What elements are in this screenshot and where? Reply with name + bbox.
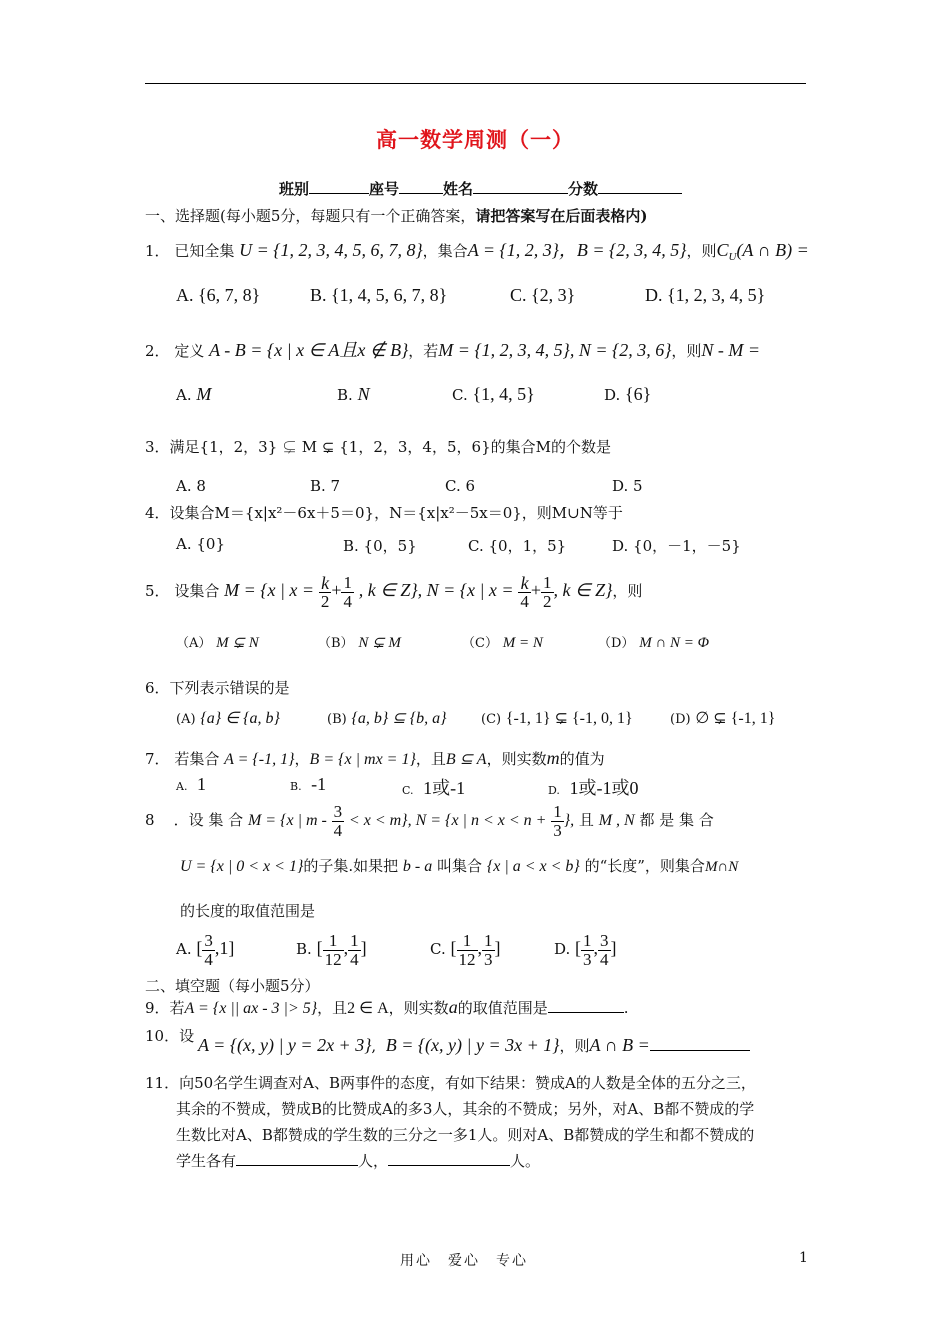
q2-option-c[interactable]: C. {1, 4, 5}: [452, 384, 535, 404]
q7-set-a: A = {-1, 1}: [224, 751, 295, 768]
q7-option-a[interactable]: A. 1: [176, 774, 206, 794]
q9-variable: a: [448, 997, 458, 1017]
q9-answer-blank[interactable]: [548, 998, 624, 1013]
q8-length-expr: b - a: [402, 858, 433, 875]
q3-option-d[interactable]: D. 5: [612, 477, 643, 495]
q2-text: ，则: [671, 342, 702, 360]
seat-blank[interactable]: [399, 179, 443, 194]
section2-heading: 二、填空题（每小题5分）: [145, 977, 320, 995]
q11-text: 学生各有: [176, 1152, 237, 1170]
q5-set-n-end: , k ∈ Z}: [553, 580, 613, 600]
q8-intersection: M∩N: [704, 859, 739, 875]
q6-option-a[interactable]: (A) {a} ∈ {a, b}: [176, 710, 280, 727]
q9-set-a: A = {x || ax - 3 |> 5}: [184, 1000, 318, 1017]
question-5: 5． 设集合 M = {x | x = $\frac{k}{2}$ + $\frac{1}{4}$ , k ∈ Z}, N = {x | x = $\frac{k}{4}$ + $\frac{1}{2}$ , k ∈ Z}，则: [145, 572, 643, 611]
question-1: [145, 236, 809, 263]
q9-condition: 2 ∈ A: [347, 1000, 389, 1017]
page-number: 1: [799, 1250, 808, 1266]
q4-option-c[interactable]: C. {0，1，5}: [468, 537, 567, 555]
q2-text: ，若: [408, 342, 439, 360]
q1-text: 已知全集: [174, 242, 235, 260]
q5-set-m: M = {x | x =: [224, 580, 315, 600]
q3-option-c[interactable]: C. 6: [445, 477, 476, 495]
question-6: 6．下列表示错误的是: [145, 679, 290, 697]
page-title: 高一数学周测（一）: [376, 127, 574, 152]
q1-text: ，则: [686, 242, 717, 260]
q8-interval-set: {x | a < x < b}: [486, 858, 580, 875]
q10-text: ，则: [559, 1037, 590, 1055]
q8-fraction: $\frac{1}{3}$: [553, 801, 562, 840]
q7-condition: B ⊆ A: [445, 751, 487, 768]
q9-text: ，且: [317, 999, 348, 1017]
q7-text: ，: [294, 750, 310, 768]
q3-option-a[interactable]: A. 8: [176, 477, 206, 495]
section1-heading-bold: 请把答案写在后面表格内): [475, 207, 648, 225]
q7-variable: m: [546, 748, 560, 768]
q7-number: 7．: [145, 750, 170, 768]
q8-option-d[interactable]: D. [ $\frac{1}{3}$ , $\frac{3}{4}$ ]: [554, 930, 617, 969]
score-blank[interactable]: [598, 179, 682, 194]
section1-heading: [145, 205, 648, 226]
q3-option-b[interactable]: B. 7: [310, 477, 341, 495]
q2-number: 2．: [145, 342, 170, 360]
q2-option-a[interactable]: A. M: [176, 384, 212, 404]
q8-text: 的子集.如果把: [303, 857, 399, 875]
q5-text: ，则: [612, 582, 643, 600]
q7-text: 若集合: [174, 750, 220, 768]
q6-option-b[interactable]: (B) {a, b} ⊆ {b, a}: [327, 710, 447, 727]
q8-number: 8: [145, 811, 155, 829]
question-2: [145, 336, 760, 362]
header-rule: [145, 83, 806, 84]
q11-answer-blank-2[interactable]: [388, 1151, 510, 1166]
q8-text: 的“长度”，则集合: [584, 857, 705, 875]
q1-expression: (A ∩ B) =: [736, 240, 809, 260]
q2-set-n: , N = {2, 3, 6}: [569, 340, 672, 360]
q5-fraction: $\frac{1}{4}$: [343, 572, 352, 611]
q1-option-a[interactable]: A. {6, 7, 8}: [176, 285, 261, 305]
question-8-line2: [180, 855, 738, 876]
q2-set-m: M = {1, 2, 3, 4, 5}: [438, 340, 570, 360]
q10-set-a: A = {(x, y) | y = 2x + 3}: [198, 1035, 372, 1055]
student-info-line: [279, 178, 682, 199]
q4-option-d[interactable]: D. {0，－1，－5}: [612, 537, 741, 555]
q5-option-c[interactable]: （C） M = N: [462, 635, 543, 651]
q8-set-n-end: },: [563, 812, 575, 829]
q8-option-a[interactable]: A. [ $\frac{3}{4}$ ,1]: [176, 930, 235, 969]
q9-period: .: [623, 999, 629, 1017]
class-blank[interactable]: [309, 179, 369, 194]
q7-option-c[interactable]: C. 1或-1: [402, 778, 466, 798]
q8-sets: M , N: [598, 812, 635, 829]
q8-set-n: < x < m}, N = {x | n < x < n +: [348, 812, 547, 829]
q7-option-b[interactable]: B. -1: [290, 774, 327, 794]
question-9: [145, 997, 628, 1018]
score-label: 分数: [568, 180, 599, 198]
question-3: 3．满足{1，2，3} ⊊ M ⊊ {1，2，3，4，5，6}的集合M的个数是: [145, 438, 611, 456]
q8-fraction: $\frac{3}{4}$: [333, 801, 343, 840]
q1-text: ，集合: [422, 242, 468, 260]
q11-text: 人，: [358, 1152, 389, 1170]
question-7: [145, 748, 605, 769]
q1-number: 1．: [145, 242, 170, 260]
name-blank[interactable]: [473, 179, 568, 194]
class-label: 班别: [279, 180, 310, 198]
question-4: 4．设集合M＝{x|x²－6x＋5＝0}，N＝{x|x²－5x＝0}，则M∪N等于: [145, 504, 623, 522]
question-10: A = {(x, y) | y = 2x + 3}, B = {(x, y) | y = 3x + 1}，则A ∩ B =: [198, 1035, 750, 1056]
q1-universal-set: U = {1, 2, 3, 4, 5, 6, 7, 8}: [239, 240, 423, 260]
q4-option-b[interactable]: B. {0，5}: [343, 537, 417, 555]
question-8-line3: 的长度的取值范围是: [180, 902, 316, 920]
q2-option-d[interactable]: D. {6}: [604, 384, 652, 404]
q7-text: ，则实数: [486, 750, 547, 768]
q8-option-b[interactable]: B. [ $\frac{1}{12}$ , $\frac{1}{4}$ ]: [296, 930, 367, 969]
q11-text: 人。: [510, 1152, 541, 1170]
q2-option-b[interactable]: B. N: [337, 384, 370, 404]
q8-text: 叫集合: [437, 857, 483, 875]
q5-option-b[interactable]: （B） N ⊊ M: [318, 635, 401, 651]
q5-number: 5．: [145, 582, 170, 600]
q7-text: 的值为: [559, 750, 605, 768]
q7-option-d[interactable]: D. 1或-1或0: [548, 778, 639, 798]
q5-text: 设集合: [174, 582, 220, 600]
q8-text: 且: [578, 811, 594, 829]
section1-heading-text: 一、选择题(每小题5分，每题只有一个正确答案，: [145, 207, 476, 225]
question-11-line4: [176, 1150, 540, 1171]
q9-text: 的取值范围是: [457, 999, 548, 1017]
q1-complement-sub: U: [728, 251, 737, 263]
q10-set-b: B = {(x, y) | y = 3x + 1}: [385, 1035, 560, 1055]
q8-option-c[interactable]: C. [ $\frac{1}{12}$ , $\frac{1}{3}$ ]: [430, 930, 501, 969]
q6-option-d[interactable]: (D) ∅ ⊊ {-1, 1}: [670, 710, 776, 727]
q5-fraction: $\frac{k}{4}$: [520, 572, 529, 611]
q1-option-d[interactable]: D. {1, 2, 3, 4, 5}: [645, 285, 766, 305]
q10-expression: A ∩ B =: [589, 1035, 650, 1055]
q5-option-a[interactable]: （A） M ⊊ N: [176, 635, 259, 651]
q11-answer-blank-1[interactable]: [236, 1151, 358, 1166]
question-8: [145, 800, 714, 841]
q7-text: ，且: [415, 750, 446, 768]
q2-expression: N - M =: [701, 340, 761, 360]
q1-option-b[interactable]: B. {1, 4, 5, 6, 7, 8}: [310, 285, 448, 305]
q5-set-n: , k ∈ Z}, N = {x | x =: [358, 580, 514, 600]
question-11-line1: 11．向50名学生调查对A、B两事件的态度，有如下结果：赞成A的人数是全体的五分之三，: [145, 1074, 756, 1092]
q8-text: 都 是 集 合: [639, 811, 714, 829]
q10-answer-blank[interactable]: [650, 1036, 750, 1051]
q5-fraction: $\frac{1}{2}$: [543, 572, 552, 611]
q8-set-u: U = {x | 0 < x < 1}: [180, 858, 304, 875]
q1-complement: C: [716, 240, 729, 260]
q1-set-a: A = {1, 2, 3}: [467, 240, 559, 260]
question-10-number: 10．设: [145, 1027, 195, 1045]
footer-slogan: 用心 爱心 专心: [400, 1253, 528, 1269]
q1-set-b: ，B = {2, 3, 4, 5}: [558, 240, 687, 260]
q8-set-m: M = {x | m -: [247, 812, 327, 829]
name-label: 姓名: [443, 180, 474, 198]
question-11-line3: 生数比对A、B都赞成的学生数的三分之一多1人。则对A、B都赞成的学生和都不赞成的: [176, 1126, 755, 1144]
question-11-line2: 其余的不赞成，赞成B的比赞成A的多3人，其余的不赞成；另外，对A、B都不赞成的学: [176, 1100, 755, 1118]
q7-set-b: B = {x | mx = 1}: [309, 751, 416, 768]
q9-text: ，则实数: [388, 999, 449, 1017]
q6-option-c[interactable]: (C) {-1, 1} ⊊ {-1, 0, 1}: [481, 710, 633, 727]
q1-option-c[interactable]: C. {2, 3}: [510, 285, 576, 305]
q4-option-a[interactable]: A. {0}: [176, 535, 225, 553]
q2-definition: A - B = {x | x ∈ A且x ∉ B}: [209, 340, 409, 360]
q5-fraction: $\frac{k}{2}$: [320, 572, 330, 611]
seat-label: 座号: [369, 180, 400, 198]
q9-text: 9．若: [145, 999, 185, 1017]
q5-option-d[interactable]: （D） M ∩ N = Φ: [598, 635, 710, 651]
q2-text: 定义: [174, 342, 205, 360]
q8-text: ．设 集 合: [173, 811, 244, 829]
